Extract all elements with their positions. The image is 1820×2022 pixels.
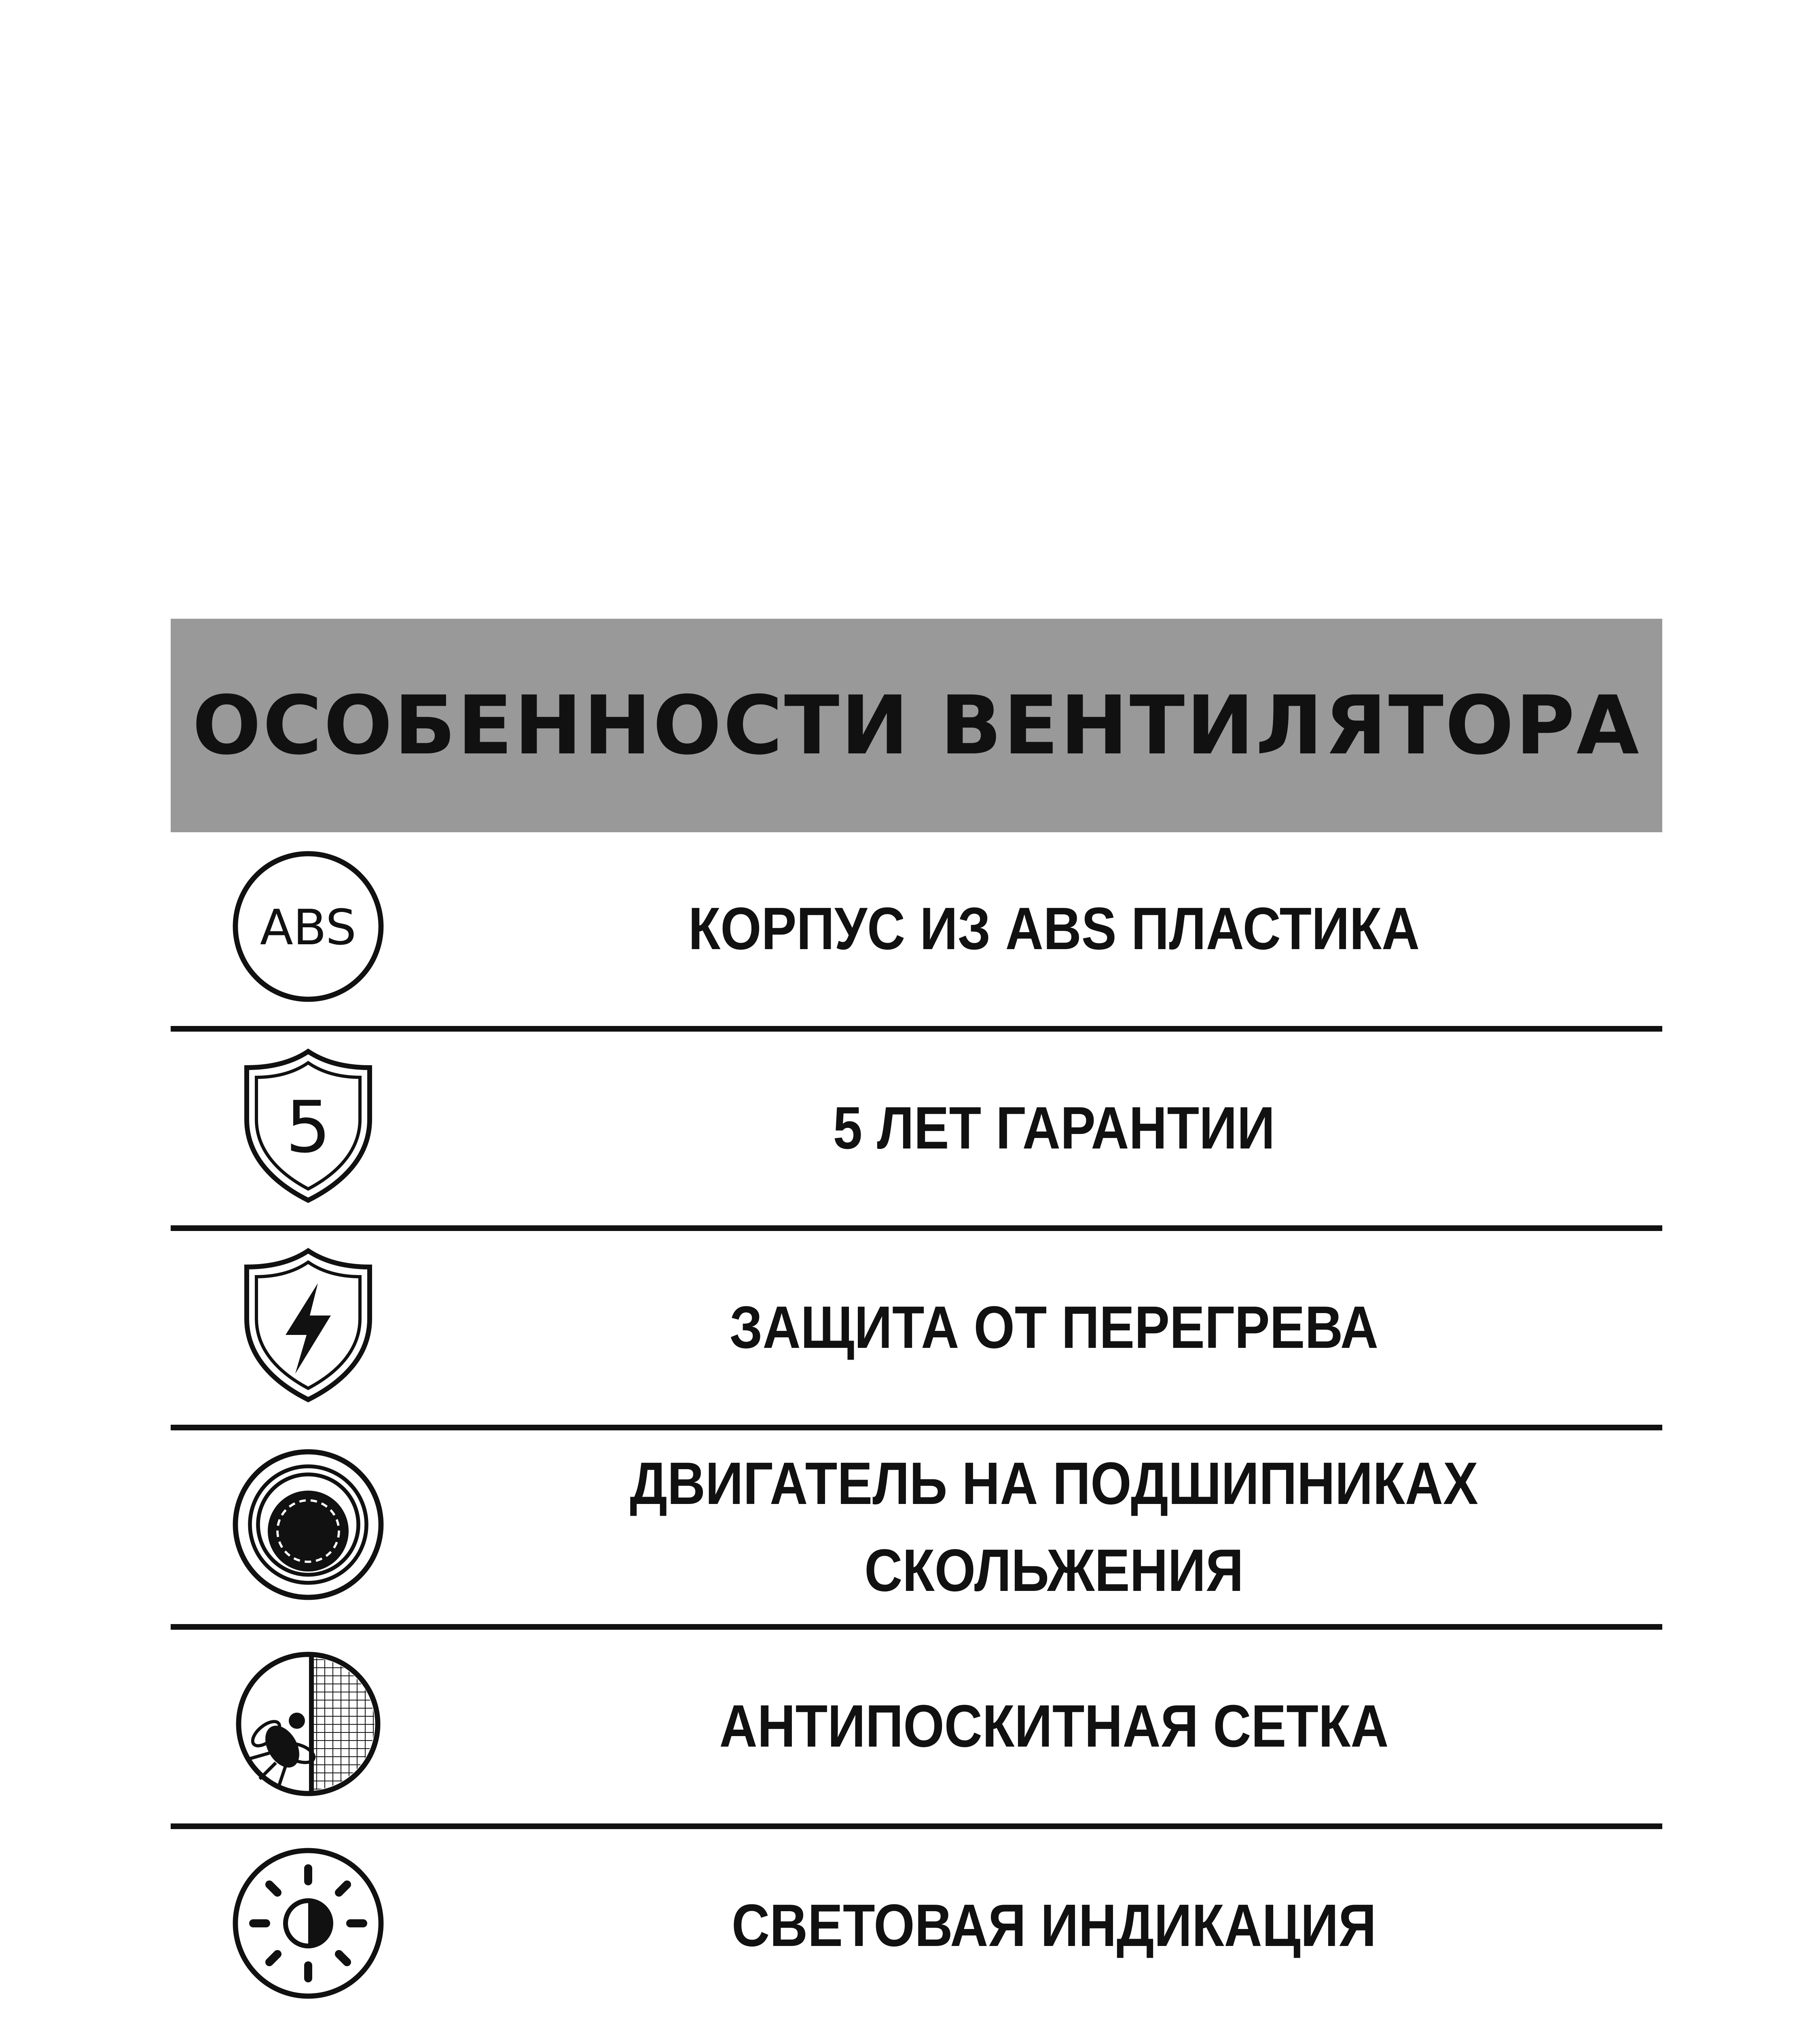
feature-label: ДВИГАТЕЛЬ НА ПОДШИПНИКАХ СКОЛЬЖЕНИЯ [630, 1450, 1478, 1604]
light-indicator-icon [227, 1842, 389, 2004]
warranty-icon-text: 5 [286, 1085, 331, 1169]
feature-label: КОРПУС ИЗ ABS ПЛАСТИКА [688, 895, 1420, 962]
feature-row-overheat [171, 1231, 1662, 1430]
feature-row-abs [171, 832, 1662, 1032]
features-header [171, 619, 1662, 832]
features-list [171, 832, 1662, 2022]
feature-row-light [171, 1829, 1662, 2022]
bearing-icon [227, 1444, 389, 1605]
abs-icon-text: ABS [260, 899, 357, 956]
feature-label: СВЕТОВАЯ ИНДИКАЦИЯ [732, 1892, 1376, 1959]
feature-label: 5 ЛЕТ ГАРАНТИИ [833, 1095, 1275, 1162]
feature-row-warranty [171, 1032, 1662, 1231]
shield-lightning-icon [227, 1244, 389, 1406]
shield-five-icon [227, 1045, 389, 1207]
feature-label: ЗАЩИТА ОТ ПЕРЕГРЕВА [729, 1294, 1379, 1361]
page-title: ОСОБЕННОСТИ ВЕНТИЛЯТОРА [192, 678, 1641, 773]
feature-label: АНТИПОСКИТНАЯ СЕТКА [719, 1693, 1389, 1760]
feature-row-bearing [171, 1430, 1662, 1630]
insect-mesh-icon [227, 1643, 389, 1805]
feature-row-mesh [171, 1630, 1662, 1829]
abs-circle-icon [227, 846, 389, 1007]
